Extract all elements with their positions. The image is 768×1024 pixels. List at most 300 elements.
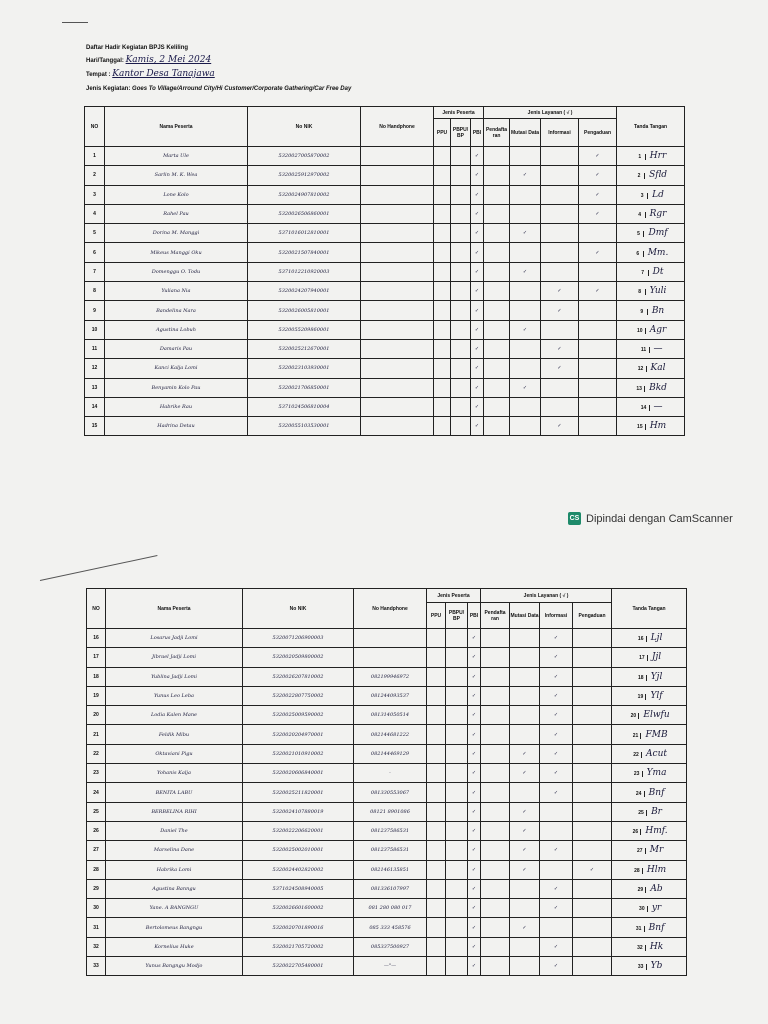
pendaftaran-mark [481, 918, 510, 937]
row-number: 2 [85, 166, 105, 185]
participant-name: Daniel The [106, 821, 243, 840]
pengaduan-mark [573, 918, 612, 937]
row-number: 6 [85, 243, 105, 262]
participant-name: Yublina Jadji Lomi [106, 667, 243, 686]
participant-phone [361, 320, 434, 339]
participant-phone: 085337500927 [354, 937, 427, 956]
pendaftaran-mark [481, 667, 510, 686]
pbi-mark: ✓ [471, 224, 484, 243]
col-phone: No Handphone [361, 107, 434, 147]
pendaftaran-mark [481, 821, 510, 840]
ppu-mark [427, 821, 446, 840]
signature-number: 25 [636, 810, 647, 816]
signature-number: 29 [635, 887, 646, 893]
table-row [87, 918, 687, 937]
signature-mark: yr [651, 903, 662, 914]
signature-number: 33 [636, 964, 647, 970]
pengaduan-mark: ✓ [579, 147, 617, 166]
ppu-mark [434, 282, 451, 301]
signature-number: 2 [634, 173, 645, 179]
signature-cell [617, 204, 685, 223]
attendance-table [84, 106, 685, 436]
signature-mark: Bkd [649, 382, 667, 393]
ppu-mark [427, 764, 446, 783]
col-no: NO [85, 107, 105, 147]
signature-cell [617, 262, 685, 281]
pbi-mark: ✓ [468, 667, 481, 686]
row-number: 28 [87, 860, 106, 879]
table-row [87, 802, 687, 821]
signature-number: 12 [636, 366, 647, 372]
pengaduan-mark [573, 629, 612, 648]
ppu-mark [434, 147, 451, 166]
pengaduan-mark [579, 224, 617, 243]
participant-name: Yuliana Nia [105, 282, 248, 301]
pendaftaran-mark [481, 879, 510, 898]
table-row [85, 282, 685, 301]
participant-name: Losarus Jadji Lomi [106, 629, 243, 648]
pbpu-mark [446, 899, 468, 918]
signature-mark: Yuli [649, 286, 667, 297]
table-row [87, 667, 687, 686]
pbi-mark: ✓ [468, 841, 481, 860]
signature-number: 8 [635, 289, 646, 295]
pbi-mark: ✓ [471, 166, 484, 185]
signature-mark: Bn [651, 305, 665, 316]
pbpu-mark [446, 937, 468, 956]
row-number: 18 [87, 667, 106, 686]
participant-name: Benyamin Kolo Pau [105, 378, 248, 397]
pengaduan-mark [579, 359, 617, 378]
row-number: 5 [85, 224, 105, 243]
signature-mark: Mr [649, 845, 664, 856]
signature-number: 14 [639, 405, 650, 411]
col-pbpu: PBPU/ BP [446, 603, 468, 629]
pbpu-mark [451, 359, 471, 378]
signature-number: 10 [635, 328, 646, 334]
participant-name: Yane. A BANGNGU [106, 899, 243, 918]
col-name: Nama Peserta [105, 107, 248, 147]
pengaduan-mark [573, 667, 612, 686]
pbi-mark: ✓ [471, 185, 484, 204]
informasi-mark: ✓ [540, 879, 573, 898]
row-number: 23 [87, 764, 106, 783]
participant-nik: 5320026207810002 [243, 667, 354, 686]
signature-number: 21 [630, 733, 641, 739]
signature-number: 19 [635, 694, 646, 700]
participant-phone: 082144469129 [354, 744, 427, 763]
participant-phone [361, 301, 434, 320]
row-number: 22 [87, 744, 106, 763]
signature-cell [617, 301, 685, 320]
ppu-mark [434, 224, 451, 243]
participant-phone: 081 280 080 017 [354, 899, 427, 918]
signature-mark: Elwfu [643, 710, 670, 721]
ppu-mark [434, 262, 451, 281]
participant-phone [361, 359, 434, 378]
participant-phone [361, 204, 434, 223]
pbpu-mark [446, 764, 468, 783]
signature-cell [612, 937, 687, 956]
participant-nik: 5320026601600002 [243, 899, 354, 918]
participant-name: BERBELINA RIHI [106, 802, 243, 821]
pengaduan-mark [573, 686, 612, 705]
signature-cell [617, 417, 685, 436]
mutasi-mark [510, 686, 540, 705]
table-row [87, 937, 687, 956]
participant-nik: 5320021706850001 [248, 378, 361, 397]
col-pbi: PBI [468, 603, 481, 629]
place-value: Kantor Desa Tanajawa [112, 69, 215, 79]
participant-nik: 5320020509800002 [243, 648, 354, 667]
camscanner-badge [568, 512, 733, 525]
participant-name: Yohanis Kalja [106, 764, 243, 783]
row-number: 7 [85, 262, 105, 281]
ppu-mark [427, 918, 446, 937]
participant-name: Sarlin M. K. Wea [105, 166, 248, 185]
informasi-mark [541, 166, 579, 185]
participant-phone [361, 417, 434, 436]
row-number: 11 [85, 339, 105, 358]
pengaduan-mark [573, 744, 612, 763]
pbpu-mark [451, 243, 471, 262]
participant-nik: 5320027005870002 [248, 147, 361, 166]
signature-cell [612, 899, 687, 918]
participant-nik: 5320024207940001 [248, 282, 361, 301]
pbi-mark: ✓ [468, 629, 481, 648]
col-jenis-peserta: Jenis Peserta [434, 107, 484, 119]
participant-name: Damaris Pau [105, 339, 248, 358]
participant-phone: 082146135851 [354, 860, 427, 879]
camscanner-label: Dipindai dengan CamScanner [586, 512, 733, 525]
signature-mark: Rgr [649, 209, 667, 220]
pendaftaran-mark [484, 185, 510, 204]
participant-phone [361, 147, 434, 166]
table-row [85, 359, 685, 378]
table-body [85, 147, 685, 436]
ppu-mark [434, 417, 451, 436]
signature-number: 27 [635, 848, 646, 854]
informasi-mark [541, 204, 579, 223]
mutasi-mark [510, 243, 541, 262]
signature-number: 18 [636, 675, 647, 681]
participant-phone: 082144681222 [354, 725, 427, 744]
participant-name: Bertolomeus Bangngu [106, 918, 243, 937]
table-row [87, 957, 687, 976]
participant-phone [361, 378, 434, 397]
pbi-mark: ✓ [471, 204, 484, 223]
signature-cell [612, 957, 687, 976]
signature-cell [617, 224, 685, 243]
pbpu-mark [446, 957, 468, 976]
mutasi-mark [510, 359, 541, 378]
informasi-mark: ✓ [540, 725, 573, 744]
informasi-mark: ✓ [540, 686, 573, 705]
pbpu-mark [446, 686, 468, 705]
camscanner-icon: CS [568, 512, 581, 525]
mutasi-mark: ✓ [510, 262, 541, 281]
pbi-mark: ✓ [471, 282, 484, 301]
signature-mark: Br [651, 806, 662, 817]
pbi-mark: ✓ [468, 802, 481, 821]
participant-nik: 5371024506810004 [248, 397, 361, 416]
table-row [85, 417, 685, 436]
pbpu-mark [451, 185, 471, 204]
pbpu-mark [451, 417, 471, 436]
participant-name: Bandelina Nara [105, 301, 248, 320]
pendaftaran-mark [484, 224, 510, 243]
col-signature: Tanda Tangan [612, 589, 687, 629]
pbpu-mark [451, 147, 471, 166]
col-informasi: Informasi [540, 603, 573, 629]
pbi-mark: ✓ [471, 147, 484, 166]
pbi-mark: ✓ [468, 821, 481, 840]
signature-cell [612, 783, 687, 802]
participant-nik: 5320024402820002 [243, 860, 354, 879]
pbi-mark: ✓ [471, 378, 484, 397]
informasi-mark [541, 397, 579, 416]
pendaftaran-mark [481, 860, 510, 879]
pengaduan-mark [573, 648, 612, 667]
pbpu-mark [446, 744, 468, 763]
signature-mark: Hmf. [645, 826, 668, 837]
participant-phone: - [354, 764, 427, 783]
row-number: 1 [85, 147, 105, 166]
signature-number: 11 [639, 347, 650, 353]
mutasi-mark [510, 147, 541, 166]
signature-mark: Agr [649, 324, 667, 335]
row-number: 33 [87, 957, 106, 976]
row-number: 29 [87, 879, 106, 898]
pbi-mark: ✓ [471, 417, 484, 436]
pendaftaran-mark [481, 783, 510, 802]
mutasi-mark [510, 957, 540, 976]
row-number: 17 [87, 648, 106, 667]
paper-edge-mark [40, 555, 158, 581]
participant-name: Dorina M. Manggi [105, 224, 248, 243]
signature-mark: Yma [646, 768, 667, 779]
col-jenis-layanan: Jenis Layanan ( √ ) [484, 107, 617, 119]
participant-nik: 5320025212670001 [248, 339, 361, 358]
mutasi-mark [510, 725, 540, 744]
signature-cell [617, 147, 685, 166]
informasi-mark: ✓ [540, 841, 573, 860]
participant-nik: 5320021010910002 [243, 744, 354, 763]
pengaduan-mark: ✓ [579, 185, 617, 204]
informasi-mark [541, 224, 579, 243]
participant-nik: 5371012210920003 [248, 262, 361, 281]
signature-number: 30 [637, 906, 648, 912]
signature-number: 9 [637, 309, 648, 315]
pbpu-mark [451, 320, 471, 339]
pbpu-mark [451, 224, 471, 243]
pbi-mark: ✓ [471, 339, 484, 358]
signature-cell [617, 339, 685, 358]
pbi-mark: ✓ [468, 725, 481, 744]
pengaduan-mark [579, 301, 617, 320]
pengaduan-mark: ✓ [579, 166, 617, 185]
signature-mark: Acut [646, 748, 667, 759]
participant-nik: 5320025009590002 [243, 706, 354, 725]
mutasi-mark [510, 648, 540, 667]
participant-nik: 5320071206900003 [243, 629, 354, 648]
participant-phone [354, 648, 427, 667]
signature-number: 16 [636, 636, 647, 642]
col-signature: Tanda Tangan [617, 107, 685, 147]
pengaduan-mark [573, 841, 612, 860]
mutasi-mark [510, 397, 541, 416]
participant-nik: 5320025912970002 [248, 166, 361, 185]
signature-number: 7 [638, 270, 649, 276]
pendaftaran-mark [481, 764, 510, 783]
pendaftaran-mark [481, 937, 510, 956]
signature-mark: Kal [650, 363, 666, 374]
row-number: 26 [87, 821, 106, 840]
row-number: 8 [85, 282, 105, 301]
signature-cell [612, 918, 687, 937]
signature-cell [612, 686, 687, 705]
pendaftaran-mark [484, 378, 510, 397]
signature-cell [612, 744, 687, 763]
pbpu-mark [451, 378, 471, 397]
pengaduan-mark: ✓ [579, 204, 617, 223]
signature-mark: Dmf [648, 228, 668, 239]
place-label: Tempat : [86, 72, 111, 78]
signature-mark: Sfld [649, 170, 667, 181]
row-number: 9 [85, 301, 105, 320]
informasi-mark [541, 378, 579, 397]
mutasi-mark [510, 417, 541, 436]
participant-nik: 5320021705720002 [243, 937, 354, 956]
informasi-mark: ✓ [540, 629, 573, 648]
pbpu-mark [451, 397, 471, 416]
signature-mark: Jjl [651, 652, 662, 663]
participant-phone [361, 262, 434, 281]
attendance-sheet-page-2 [0, 540, 768, 1024]
ppu-mark [427, 667, 446, 686]
mutasi-mark: ✓ [510, 166, 541, 185]
mutasi-mark [510, 282, 541, 301]
pengaduan-mark [573, 802, 612, 821]
informasi-mark: ✓ [540, 667, 573, 686]
table-row [85, 166, 685, 185]
participant-name: Kornelius Huke [106, 937, 243, 956]
col-nik: No NIK [243, 589, 354, 629]
pengaduan-mark [579, 320, 617, 339]
pbi-mark: ✓ [468, 860, 481, 879]
mutasi-mark [510, 783, 540, 802]
participant-name: Oktaviani Pigu [106, 744, 243, 763]
pendaftaran-mark [484, 301, 510, 320]
mutasi-mark: ✓ [510, 821, 540, 840]
ppu-mark [427, 744, 446, 763]
pbpu-mark [451, 301, 471, 320]
col-jenis-peserta: Jenis Peserta [427, 589, 481, 603]
pbpu-mark [446, 860, 468, 879]
signature-cell [617, 166, 685, 185]
date-line [86, 56, 211, 66]
signature-mark: Hrr [649, 151, 667, 162]
signature-number: 20 [628, 713, 639, 719]
pendaftaran-mark [481, 841, 510, 860]
participant-phone: 081330553067 [354, 783, 427, 802]
table-row [87, 841, 687, 860]
participant-phone [361, 282, 434, 301]
participant-phone: 081336107997 [354, 879, 427, 898]
table-row [85, 204, 685, 223]
col-name: Nama Peserta [106, 589, 243, 629]
pbpu-mark [451, 339, 471, 358]
signature-cell [612, 648, 687, 667]
pen-mark [62, 22, 88, 23]
pbpu-mark [446, 783, 468, 802]
pengaduan-mark: ✓ [573, 860, 612, 879]
participant-name: Rahel Pau [105, 204, 248, 223]
pendaftaran-mark [484, 243, 510, 262]
pendaftaran-mark [481, 744, 510, 763]
participant-nik: 5320021507840001 [248, 243, 361, 262]
participant-nik: 5320023103930001 [248, 359, 361, 378]
row-number: 20 [87, 706, 106, 725]
ppu-mark [434, 204, 451, 223]
pbpu-mark [446, 648, 468, 667]
signature-number: 1 [635, 154, 646, 160]
row-number: 32 [87, 937, 106, 956]
participant-nik: 5320024107880019 [243, 802, 354, 821]
participant-name: Agustina Banngu [106, 879, 243, 898]
pendaftaran-mark [484, 417, 510, 436]
ppu-mark [427, 860, 446, 879]
table-row [85, 185, 685, 204]
participant-phone: 081314050514 [354, 706, 427, 725]
signature-cell [612, 706, 687, 725]
informasi-mark: ✓ [540, 937, 573, 956]
signature-mark: Yb [650, 961, 663, 972]
signature-cell [612, 821, 687, 840]
mutasi-mark: ✓ [510, 918, 540, 937]
informasi-mark: ✓ [540, 957, 573, 976]
table-row [87, 783, 687, 802]
col-pbpu: PBPU/ BP [451, 119, 471, 147]
pengaduan-mark [573, 783, 612, 802]
pbi-mark: ✓ [468, 764, 481, 783]
participant-name: Marselina Dane [106, 841, 243, 860]
attendance-table [86, 588, 687, 976]
pengaduan-mark [579, 417, 617, 436]
table-row [85, 397, 685, 416]
col-jenis-layanan: Jenis Layanan ( √ ) [481, 589, 612, 603]
informasi-mark: ✓ [540, 744, 573, 763]
signature-mark: Ljl [650, 633, 663, 644]
pendaftaran-mark [481, 957, 510, 976]
informasi-mark [541, 320, 579, 339]
table-row [85, 339, 685, 358]
participant-name: Jibrael Jadji Lomi [106, 648, 243, 667]
pbi-mark: ✓ [468, 879, 481, 898]
pbpu-mark [451, 282, 471, 301]
activity-label: Jenis Kegiatan: [86, 86, 131, 92]
participant-phone [361, 243, 434, 262]
pbpu-mark [446, 879, 468, 898]
pbi-mark: ✓ [471, 243, 484, 262]
participant-name: Lodia Kalen Mane [106, 706, 243, 725]
row-number: 14 [85, 397, 105, 416]
participant-name: Marta Ule [105, 147, 248, 166]
pengaduan-mark [579, 378, 617, 397]
ppu-mark [427, 802, 446, 821]
participant-name: Habrike Rau [105, 397, 248, 416]
pbpu-mark [451, 166, 471, 185]
